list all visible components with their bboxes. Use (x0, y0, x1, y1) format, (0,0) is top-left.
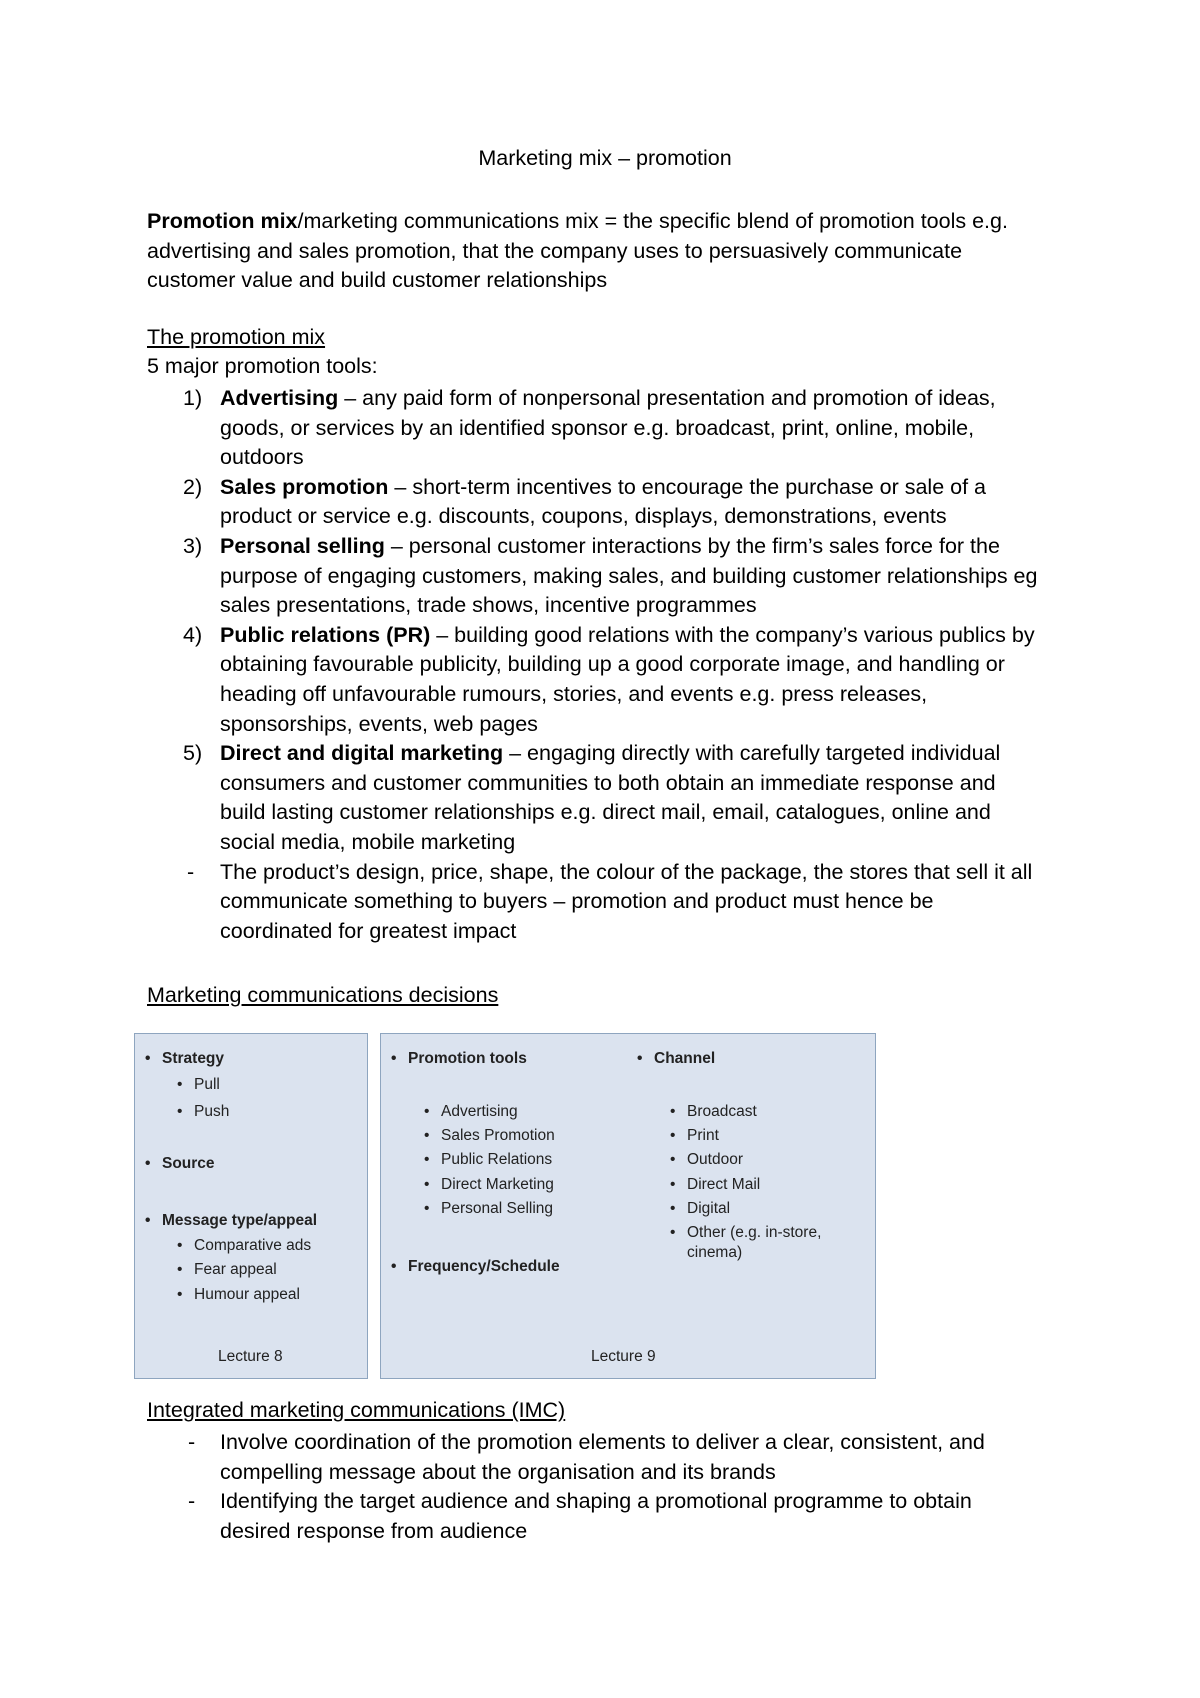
bullet-icon: • (145, 1050, 151, 1067)
box-subitem-label: Print (687, 1127, 719, 1144)
definition-line-2: advertising and sales promotion, that the company uses to persuasively communicate (147, 238, 963, 263)
imc-text: Involve coordination of the promotion elements to deliver a clear, consistent, and (220, 1430, 985, 1454)
box-subitem (424, 1103, 518, 1121)
box-subitem-label: Fear appeal (194, 1261, 277, 1278)
box-subitem-label: Personal Selling (441, 1200, 554, 1217)
imc-text: Identifying the target audience and shaping a promotional programme to obtain (220, 1489, 972, 1514)
imc-text: compelling message about the organisation and its brands (220, 1459, 776, 1484)
box-subitem (177, 1103, 230, 1121)
tool-name: Direct and digital marketing (220, 741, 504, 766)
box-heading: Frequency/Schedule (408, 1258, 560, 1275)
definition-line-1 (147, 207, 1077, 237)
box-subitem-label: Public Relations (441, 1151, 553, 1168)
box-subitem (177, 1237, 312, 1255)
box-subitem (424, 1151, 553, 1169)
tool-text: social media, mobile marketing (220, 829, 516, 854)
box-heading: Message type/appeal (162, 1212, 318, 1229)
bullet-icon: • (670, 1151, 676, 1168)
decisions-heading: Marketing communications decisions (147, 983, 499, 1007)
tool-text: sales presentations, trade shows, incentive programmes (220, 593, 757, 618)
lecture-8-label: Lecture 8 (218, 1348, 283, 1365)
imc-list (147, 1428, 1077, 1546)
definition-paragraph (147, 207, 1077, 296)
box-subitem-label: Humour appeal (194, 1286, 300, 1303)
box-subitem (424, 1200, 554, 1218)
box-subitem-label: Push (194, 1103, 230, 1120)
tool-item-sales-promotion (147, 473, 1077, 532)
imc-heading: Integrated marketing communications (IMC) (147, 1398, 566, 1422)
note-text: The product’s design, price, shape, the colour of the package, the stores that sell it all (220, 859, 1033, 884)
dash-marker: - (188, 1489, 196, 1514)
tool-text: goods, or services by an identified sponsor e.g. broadcast, print, online, mobile, (220, 415, 975, 440)
lecture-9-box (380, 1033, 876, 1379)
bullet-icon: • (391, 1258, 397, 1275)
tool-number: 1) (183, 386, 203, 410)
tool-name: Personal selling (220, 533, 385, 558)
box-subitem-label: Advertising (441, 1103, 518, 1120)
box-item-message (145, 1212, 318, 1230)
bullet-icon: • (177, 1076, 183, 1093)
box-subitem (670, 1151, 744, 1169)
imc-item (147, 1487, 1077, 1546)
tool-text: – building good relations with the company’s various publics by (430, 622, 1035, 647)
lecture-9-label: Lecture 9 (591, 1348, 656, 1365)
bullet-icon: • (424, 1151, 430, 1168)
box-subitem (670, 1176, 761, 1194)
tool-text: – engaging directly with carefully targeted individual (503, 741, 1001, 766)
box-subitem (670, 1127, 719, 1145)
tool-name: Public relations (PR) (220, 622, 431, 647)
tool-text: – short-term incentives to encourage the purchase or sale of a (388, 474, 987, 499)
box-item-source (145, 1155, 215, 1173)
tool-text: – personal customer interactions by the firm’s sales force for the (384, 533, 1000, 558)
box-subitem (670, 1200, 731, 1218)
box-subitem-label: Outdoor (687, 1151, 744, 1168)
box-subitem (670, 1103, 757, 1121)
box-subitem-label: Digital (687, 1200, 731, 1217)
box-subitem (670, 1224, 822, 1242)
box-subitem-label: Direct Marketing (441, 1176, 554, 1193)
page-title: Marketing mix – promotion (478, 146, 732, 170)
tool-number: 3) (183, 533, 203, 558)
box-subitem-label: Sales Promotion (441, 1127, 555, 1144)
tool-text: purpose of engaging customers, making sales, and building customer relationships eg (220, 563, 1038, 588)
tool-text: obtaining favourable publicity, building up a good corporate image, and handling or (220, 652, 1005, 677)
box-subitem-label: Other (e.g. in-store, (687, 1224, 822, 1241)
bullet-icon: • (670, 1200, 676, 1217)
tool-text: – any paid form of nonpersonal presentation and promotion of ideas, (338, 386, 996, 410)
definition-line-3: customer value and build customer relationships (147, 268, 608, 293)
bullet-icon: • (145, 1155, 151, 1172)
bullet-icon: • (637, 1050, 643, 1067)
product-note (147, 858, 1077, 947)
promotion-tools-list (147, 384, 1077, 946)
imc-text: desired response from audience (220, 1518, 528, 1543)
tool-text: build lasting customer relationships e.g. direct mail, email, catalogues, online and (220, 800, 991, 825)
dash-marker: - (187, 859, 195, 884)
bullet-icon: • (424, 1200, 430, 1217)
bullet-icon: • (424, 1176, 430, 1193)
bullet-icon: • (177, 1261, 183, 1278)
box-item-promotion-tools (391, 1050, 527, 1068)
box-item-channel (637, 1050, 716, 1068)
box-heading: Source (162, 1155, 215, 1172)
bullet-icon: • (424, 1127, 430, 1144)
box-item-frequency (391, 1258, 560, 1276)
tool-item-personal-selling (147, 532, 1077, 621)
bullet-icon: • (145, 1212, 151, 1229)
bullet-icon: • (670, 1224, 676, 1241)
bullet-icon: • (424, 1103, 430, 1120)
tool-text: sponsorships, events, web pages (220, 711, 538, 736)
tool-number: 5) (183, 741, 203, 766)
definition-term: Promotion mix (147, 209, 298, 233)
bullet-icon: • (177, 1103, 183, 1120)
bullet-icon: • (391, 1050, 397, 1067)
box-subitem (177, 1286, 300, 1304)
box-subitem-continued: cinema) (687, 1244, 743, 1261)
note-text: coordinated for greatest impact (220, 918, 517, 943)
tool-text: consumers and customer communities to both obtain an immediate response and (220, 770, 996, 795)
promotion-mix-heading: The promotion mix (147, 325, 326, 349)
dash-marker: - (188, 1430, 196, 1454)
tool-item-direct-digital-marketing (147, 739, 1077, 857)
tool-number: 2) (183, 474, 203, 499)
definition-line-1-rest: /marketing communications mix = the specific blend of promotion tools e.g. (297, 209, 1008, 233)
imc-item (147, 1428, 1077, 1487)
lecture-8-box (134, 1033, 368, 1379)
box-subitem-label: Comparative ads (194, 1237, 312, 1254)
box-subitem-label: Direct Mail (687, 1176, 761, 1193)
tool-name: Advertising (220, 386, 339, 410)
bullet-icon: • (177, 1237, 183, 1254)
tool-item-advertising (147, 384, 1077, 473)
box-subitem-label: Broadcast (687, 1103, 757, 1120)
box-subitem (424, 1176, 554, 1194)
bullet-icon: • (670, 1176, 676, 1193)
box-heading: Channel (654, 1050, 716, 1067)
box-subitem-label: Pull (194, 1076, 220, 1093)
box-subitem (424, 1127, 555, 1145)
tool-text: outdoors (220, 445, 304, 470)
box-heading: Promotion tools (408, 1050, 527, 1067)
box-item-strategy (145, 1050, 225, 1068)
bullet-icon: • (670, 1103, 676, 1120)
tool-name: Sales promotion (220, 474, 389, 499)
box-subitem (177, 1261, 277, 1279)
tool-item-public-relations (147, 621, 1077, 739)
box-subitem (177, 1076, 220, 1094)
bullet-icon: • (670, 1127, 676, 1144)
tools-intro: 5 major promotion tools: (147, 354, 378, 378)
note-text: communicate something to buyers – promotion and product must hence be (220, 889, 934, 914)
tool-text: heading off unfavourable rumours, stories, and events e.g. press releases, (220, 681, 928, 706)
tool-text: product or service e.g. discounts, coupons, displays, demonstrations, events (220, 504, 947, 529)
box-heading: Strategy (162, 1050, 225, 1067)
bullet-icon: • (177, 1286, 183, 1303)
tool-number: 4) (183, 622, 203, 647)
